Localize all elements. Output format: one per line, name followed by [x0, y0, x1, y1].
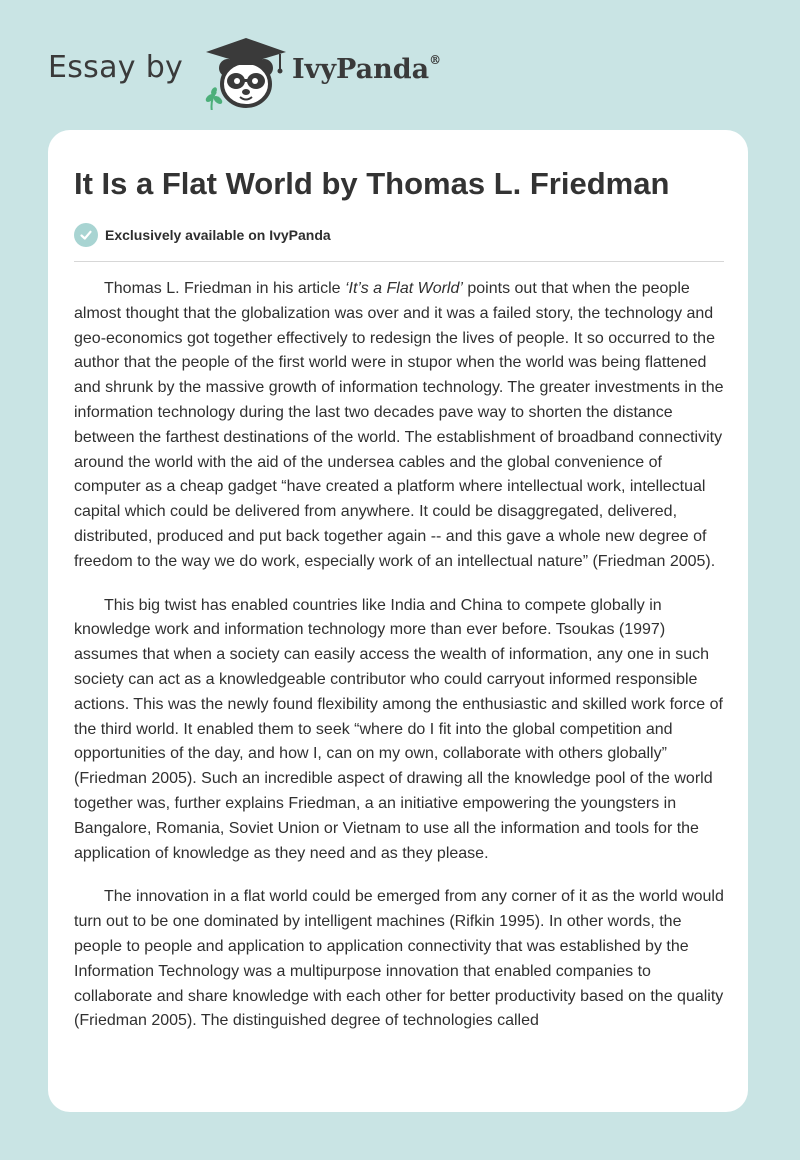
essay-title: It Is a Flat World by Thomas L. Friedman [74, 166, 670, 201]
brand-name[interactable] [292, 54, 441, 85]
essay-card [48, 130, 748, 1112]
panda-graduate-logo-icon[interactable] [200, 34, 292, 110]
check-circle-icon [74, 223, 98, 247]
paragraph-3: The innovation in a flat world could be emerged from any corner of it as the world would turn out to be one dominated by intelligent machines (Rifkin 1995). In other words, the people to people and application to application connectivity that was established by the Information Technology was a multipurpose innovation that enabled companies to collaborate and share knowledge with each other for better productivity based on the quality (Friedman 2005). The distinguished degree of technologies called [74, 888, 724, 1030]
paragraph-1-start: Thomas L. Friedman in his article [104, 280, 345, 297]
paragraph-1 [74, 277, 726, 575]
divider [74, 261, 724, 262]
exclusive-badge [74, 222, 331, 248]
essay-body [74, 277, 726, 1053]
brand-name-text: IvyPanda [292, 54, 430, 85]
paragraph-1-rest: points out that when the people almost thought that the globalization was over and it was a failed story, the technology and geo-economics got together effectively to redesign the lives of people. It so occurred to the author that the people of the first world were in stupor when the world was being flattened and shrunk by the massive growth of information technology. The greater investments in the information technology during the last two decades pave way to shorten the distance between the farthest destinations of the world. The establishment of broadband connectivity around the world with the aid of the undersea cables and the global convenience of computer as a cheap gadget “have created a platform where intellectual work, intellectual capital which could be delivered from anywhere. It could be disaggregated, delivered, distributed, produced and put back together again -- and this gave a whole new degree of freedom to the way we do work, especially work of an intellectual nature” (Friedman 2005). [74, 280, 724, 570]
essay-by-label: Essay by [48, 50, 184, 85]
paragraph-2: This big twist has enabled countries like India and China to compete globally in knowledge work and information technology more than ever before. Tsoukas (1997) assumes that when a society can easily access the wealth of information, any one in such society can act as a knowledgeable contributor who could carryout informed responsible actions. This was the newly found flexibility among the enthusiastic and skilled work force of the third world. It enabled them to seek “where do I fit into the global competition and opportunities of the day, and how I, can on my own, collaborate with others globally” (Friedman 2005). Such an incredible aspect of drawing all the knowledge pool of the world together was, further explains Friedman, a an initiative empowering the youngsters in Bangalore, Romania, Soviet Union or Vietnam to use all the information and tools for the application of knowledge as they need and as they please. [74, 596, 723, 862]
site-header [0, 0, 800, 130]
article-title-reference: ‘It’s a Flat World’ [344, 280, 463, 297]
registered-mark: ® [429, 53, 442, 67]
exclusive-badge-label: Exclusively available on IvyPanda [105, 227, 331, 243]
